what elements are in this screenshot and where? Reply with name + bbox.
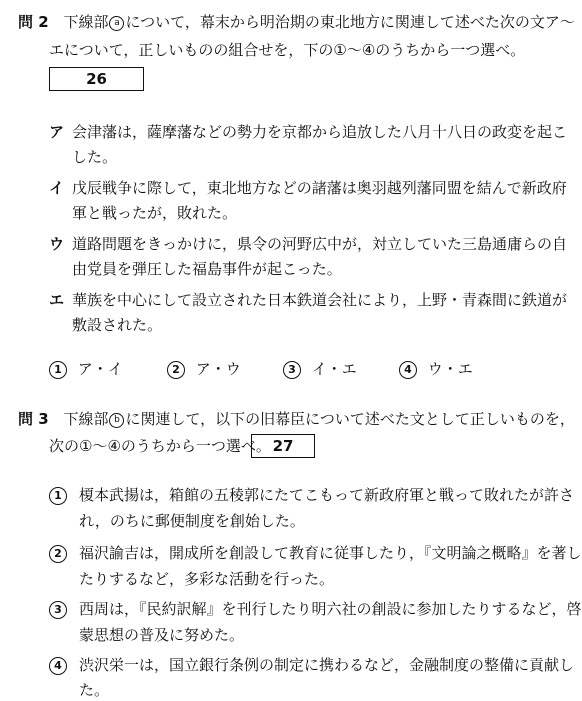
q3-line-2: 次の①〜④のうちから一つ選べ。 bbox=[49, 437, 271, 455]
choice-text-3: イ・エ bbox=[311, 360, 357, 378]
option-number-1: 1 bbox=[49, 487, 67, 505]
q2-line-2: エについて，正しいものの組合せを，下の①〜④のうちから一つ選べ。 bbox=[49, 41, 526, 59]
q2-line-1 bbox=[18, 12, 575, 32]
choice-4[interactable] bbox=[399, 359, 473, 379]
underline-marker-b: b bbox=[109, 413, 124, 428]
choice-text-1: ア・イ bbox=[77, 360, 123, 378]
q3-line-1 bbox=[18, 409, 575, 429]
option-3-line-1: 西周は，『民約訳解』を刊行したり明六社の創設に参加したりするなど，啓 bbox=[79, 600, 582, 618]
option-2-line-2: たりするなど，多彩な活動を行った。 bbox=[79, 570, 335, 588]
option-1-line-1: 榎本武揚は，箱館の五稜郭にたてこもって新政府軍と戦って敗れたが許さ bbox=[79, 486, 575, 504]
option-1-line-2: れ，のちに郵便制度を創始した。 bbox=[79, 512, 305, 530]
option-4[interactable] bbox=[49, 655, 67, 675]
q2-text-b: について，幕末から明治期の東北地方に関連して述べた次の文ア〜 bbox=[125, 13, 575, 31]
statement-label-c: ウ bbox=[49, 235, 65, 253]
underline-marker-a: a bbox=[109, 16, 124, 31]
statement-a-line-1: 会津藩は，薩摩藩などの勢力を京都から追放した八月十八日の政変を起こ bbox=[72, 123, 568, 141]
choice-number-1: 1 bbox=[49, 361, 67, 379]
choice-text-4: ウ・エ bbox=[427, 360, 473, 378]
option-3[interactable] bbox=[49, 599, 67, 619]
choice-text-2: ア・ウ bbox=[195, 360, 241, 378]
statement-label-a: ア bbox=[49, 123, 65, 141]
statement-c-line-2: 由党員を弾圧した福島事件が起こった。 bbox=[72, 260, 342, 278]
statement-d-line-1: 華族を中心にして設立された日本鉄道会社により，上野・青森間に鉄道が bbox=[72, 291, 568, 309]
option-2[interactable] bbox=[49, 543, 67, 563]
statement-a-line-2: した。 bbox=[72, 148, 118, 166]
statement-c-line-1: 道路問題をきっかけに，県令の河野広中が，対立していた三島通庸らの自 bbox=[72, 235, 568, 253]
statement-label-d: エ bbox=[49, 291, 65, 309]
option-1[interactable] bbox=[49, 485, 67, 505]
q2-answer-box[interactable]: 26 bbox=[49, 67, 144, 91]
option-2-line-1: 福沢諭吉は，開成所を創設して教育に従事したり，『文明論之概略』を著し bbox=[79, 544, 582, 562]
option-number-2: 2 bbox=[49, 545, 67, 563]
option-3-line-2: 蒙思想の普及に努めた。 bbox=[79, 626, 245, 644]
q3-answer-box[interactable]: 27 bbox=[251, 434, 315, 458]
choice-number-4: 4 bbox=[399, 361, 417, 379]
q2-text-a: 下線部 bbox=[63, 13, 109, 31]
option-number-3: 3 bbox=[49, 601, 67, 619]
choice-number-2: 2 bbox=[167, 361, 185, 379]
statement-b-line-1: 戊辰戦争に際して，東北地方などの諸藩は奥羽越列藩同盟を結んで新政府 bbox=[72, 179, 567, 197]
statement-b-line-2: 軍と戦ったが，敗れた。 bbox=[72, 204, 238, 222]
choice-2[interactable] bbox=[167, 359, 241, 379]
q2-number: 問 2 bbox=[18, 13, 49, 31]
option-4-line-1: 渋沢栄一は，国立銀行条例の制定に携わるなど，金融制度の整備に貢献し bbox=[79, 656, 575, 674]
option-4-line-2: た。 bbox=[79, 681, 110, 699]
choice-1[interactable] bbox=[49, 359, 123, 379]
option-number-4: 4 bbox=[49, 657, 67, 675]
choice-3[interactable] bbox=[283, 359, 357, 379]
statement-d-line-2: 敷設された。 bbox=[72, 316, 163, 334]
q3-text-b: に関連して，以下の旧幕臣について述べた文として正しいものを， bbox=[125, 410, 575, 428]
q3-text-a: 下線部 bbox=[63, 410, 109, 428]
q3-number: 問 3 bbox=[18, 410, 49, 428]
choice-number-3: 3 bbox=[283, 361, 301, 379]
statement-label-b: イ bbox=[49, 179, 65, 197]
